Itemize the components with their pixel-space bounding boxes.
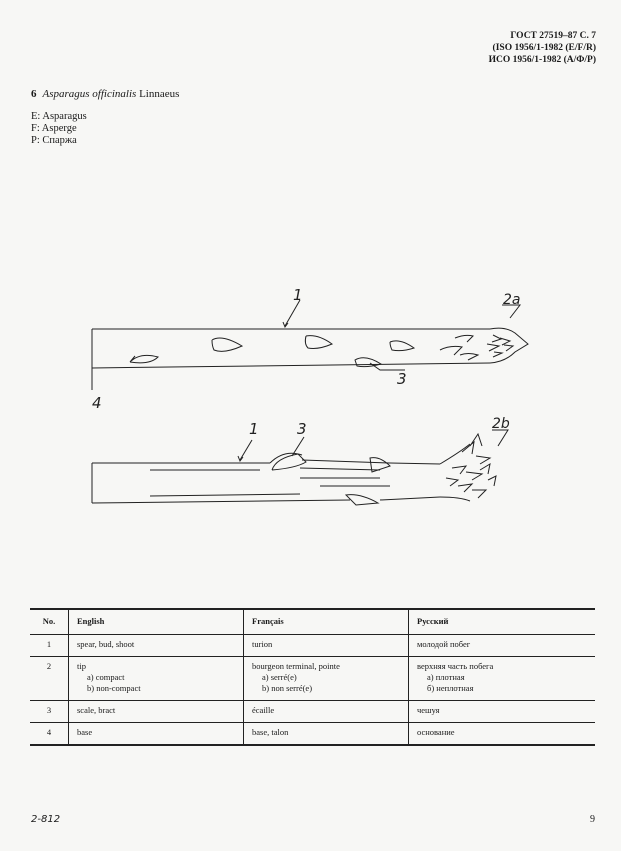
row-no: 3 (30, 701, 69, 723)
row-russian: основание (409, 723, 596, 746)
table-row (30, 657, 595, 701)
row-no: 4 (30, 723, 69, 746)
row-english: spear, bud, shoot (69, 635, 244, 657)
table-header-row (30, 609, 595, 635)
page-number: 9 (590, 814, 595, 825)
label-2b: 2b (492, 416, 510, 432)
header-russian: Русский (409, 609, 596, 635)
label-4: 4 (92, 394, 102, 412)
row-french: bourgeon terminal, pointe a) serré(e) b) non serré(e) (244, 657, 409, 701)
header-iso-en: (ISO 1956/1-1982 (E/F/R) (492, 43, 596, 53)
header-iso-ru: ИСО 1956/1-1982 (А/Ф/Р) (488, 55, 596, 65)
table-row (30, 701, 595, 723)
table-row (30, 635, 595, 657)
name-english: E: Asparagus (31, 111, 87, 122)
label-3-bottom: 3 (297, 420, 307, 438)
row-no: 1 (30, 635, 69, 657)
name-french: F: Asperge (31, 123, 77, 134)
footer-print-code: 2-812 (31, 814, 61, 825)
header-french: Français (244, 609, 409, 635)
table-row (30, 723, 595, 746)
header-english: English (69, 609, 244, 635)
header-no: No. (30, 609, 69, 635)
row-russian: верхняя часть побега а) плотная б) неплотная (409, 657, 596, 701)
row-no: 2 (30, 657, 69, 701)
header-standard: ГОСТ 27519–87 С. 7 (510, 31, 596, 41)
row-russian: чешуя (409, 701, 596, 723)
label-1-top: 1 (293, 286, 303, 304)
species-author: Linnaeus (139, 88, 180, 100)
name-russian: P: Спаржа (31, 135, 77, 146)
spear-compact (92, 328, 528, 390)
species-latin-name: Asparagus officinalis (42, 88, 137, 100)
row-english: scale, bract (69, 701, 244, 723)
label-2a: 2a (503, 292, 521, 308)
section-number: 6 (31, 88, 37, 100)
row-french: écaille (244, 701, 409, 723)
row-english: tip a) compact b) non-compact (69, 657, 244, 701)
terms-table (30, 608, 595, 746)
spear-non-compact (92, 434, 496, 505)
label-3-top: 3 (397, 370, 407, 388)
row-french: base, talon (244, 723, 409, 746)
label-1-bottom: 1 (249, 420, 259, 438)
row-russian: молодой побег (409, 635, 596, 657)
row-english: base (69, 723, 244, 746)
row-french: turion (244, 635, 409, 657)
